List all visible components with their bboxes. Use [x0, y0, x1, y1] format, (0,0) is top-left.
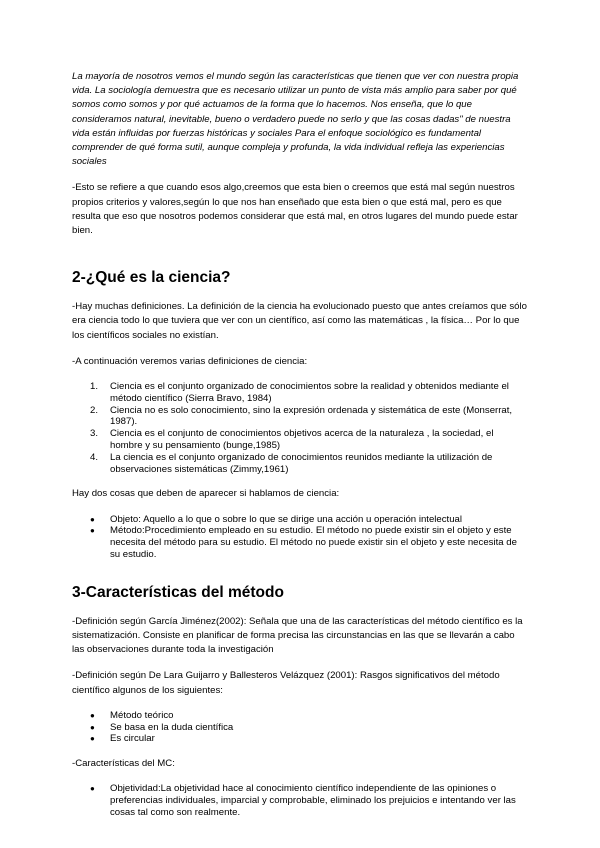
bullet-icon: ● — [90, 734, 95, 744]
list-number: 1. — [90, 381, 99, 393]
list-item-text: Es circular — [110, 733, 155, 745]
list-item-text: La ciencia es el conjunto organizado de conocimientos reunidos mediante la utilización de observaciones sistemáticas (Zimmy,1961) — [110, 451, 493, 475]
list-item — [72, 428, 528, 452]
intro-paragraph: La mayoría de nosotros vemos el mundo según las características que tienen que ver con nuestra propia vida. La sociología demuestra que es necesario utilizar un punto de vista más amplio para saber por qué somos como somos y por qué actuamos de la forma que lo hacemos. Nos enseña, que lo que consideramos natural, inevitable, bueno o verdadero puede no serlo y que las cosas dadas" de nuestra vida están influidas por fuerzas históricas y sociales Para el enfoque sociológico es fundamental comprender de qué forma sutil, aunque compleja y profunda, la vida individual refleja las experiencias sociales — [72, 71, 519, 168]
ciencia-paragraph-3: Hay dos cosas que deben de aparecer si hablamos de ciencia: — [72, 488, 340, 500]
list-number: 2. — [90, 404, 99, 416]
opinion-paragraph: -Esto se refiere a que cuando esos algo,creemos que esta bien o creemos que está mal según nuestros propios criterios y valores,según lo que nos han enseñado que esta bien o que está mal, pero es que resulta que eso que nosotros podemos considerar que está mal, en otros lugares del mundo puede estar bien. — [72, 182, 518, 237]
heading-que-es-la-ciencia: 2-¿Qué es la ciencia? — [72, 269, 231, 287]
list-item-text: Objetividad:La objetividad hace al conocimiento científico independiente de las opiniones o preferencias individuales, imparcial y comprobable, eliminado los prejuicios e intentando ver las cosas tal como son realmente. — [110, 783, 516, 819]
objeto-metodo-list — [72, 514, 528, 561]
metodo-paragraph-2: -Definición según De Lara Guijarro y Ballesteros Velázquez (2001): Rasgos significativos del método científico algunos de los siguientes: — [72, 670, 500, 696]
list-item — [72, 733, 528, 745]
ciencia-paragraph-1: -Hay muchas definiciones. La definición de la ciencia ha evolucionado puesto que antes creíamos que sólo era ciencia todo lo que tuviera que ver con un científico, así como las matemáticas , la física… Por lo que los científicos sociales no existían. — [72, 301, 527, 341]
list-item — [72, 452, 528, 476]
list-item-text: Método:Procedimiento empleado en su estudio. El método no puede existir sin el objeto y este necesita del método para su estudio. El método no puede existir sin el objeto y este necesita de su estudio. — [110, 525, 517, 561]
list-item-text: Ciencia es el conjunto organizado de conocimientos sobre la realidad y obtenidos mediante el método científico (Sierra Bravo, 1984) — [110, 381, 509, 404]
heading-caracteristicas-del-metodo: 3-Características del método — [72, 583, 284, 601]
bullet-icon: ● — [90, 514, 95, 524]
ciencia-paragraph-2: -A continuación veremos varias definiciones de ciencia: — [72, 355, 308, 367]
list-number: 4. — [90, 451, 99, 463]
metodo-paragraph-3: -Características del MC: — [72, 758, 175, 770]
bullet-icon: ● — [90, 526, 95, 536]
list-item-text: Ciencia es el conjunto de conocimientos objetivos acerca de la naturaleza , la sociedad, el hombre y su pensamiento (bunge,1985) — [110, 428, 494, 452]
list-item — [72, 514, 528, 526]
list-item — [72, 710, 528, 722]
list-item-text: Método teórico — [110, 709, 174, 721]
list-item-text: Ciencia no es solo conocimiento, sino la expresión ordenada y sistemática de este (Monserrat, 1987). — [110, 404, 513, 428]
list-item — [72, 722, 528, 734]
list-item-text: Se basa en la duda científica — [110, 721, 234, 733]
mc-list — [72, 783, 528, 818]
metodo-paragraph-1: -Definición según García Jiménez(2002): Señala que una de las características del método científico es la sistematización. Consiste en planificar de forma precisa las circunstancias en las que se llevarán a cabo las observaciones durante toda la investigación — [72, 615, 523, 656]
list-item — [72, 525, 528, 560]
bullet-icon: ● — [90, 722, 95, 732]
list-item — [72, 381, 528, 405]
list-number: 3. — [90, 428, 99, 440]
definitions-list — [72, 381, 528, 475]
list-item — [72, 783, 528, 818]
list-item — [72, 405, 528, 429]
bullet-icon: ● — [90, 784, 95, 794]
list-item-text: Objeto: Aquello a lo que o sobre lo que se dirige una acción u operación intelectual — [110, 513, 463, 525]
traits-list — [72, 710, 528, 745]
bullet-icon: ● — [90, 710, 95, 720]
